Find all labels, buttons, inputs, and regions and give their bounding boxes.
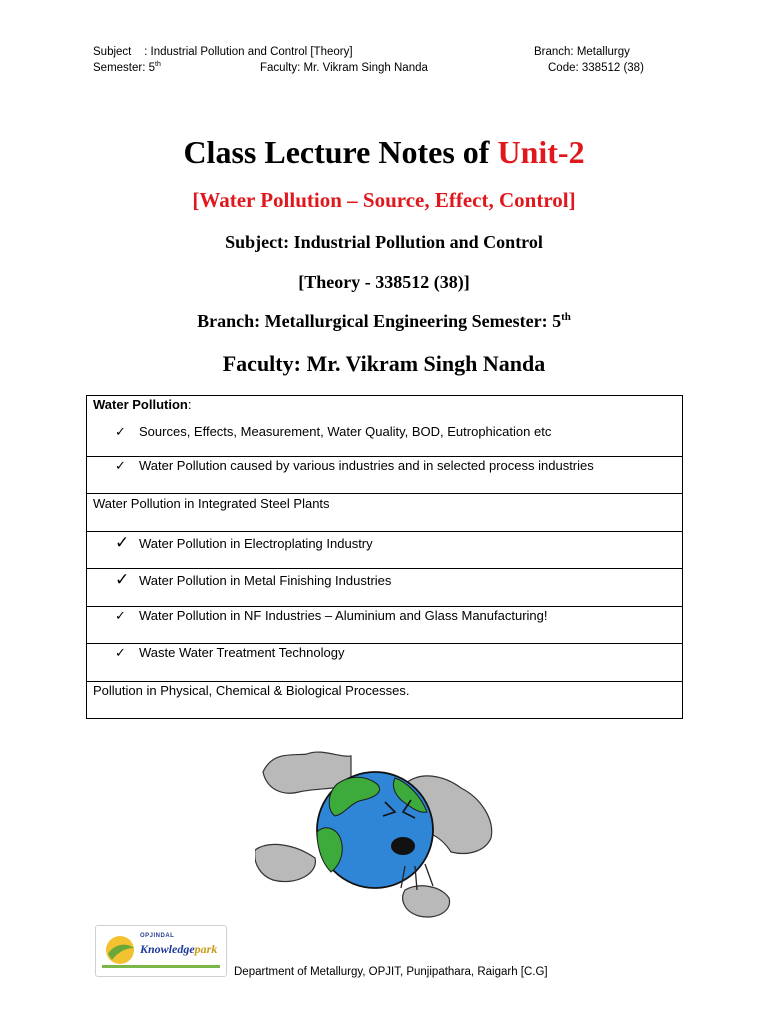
logo-top-text: OPJINDAL: [140, 933, 175, 939]
topics-heading: Water Pollution: [93, 397, 188, 412]
list-item: Waste Water Treatment Technology: [139, 645, 345, 660]
theory-line: [Theory - 338512 (38)]: [298, 272, 470, 292]
check-icon: ✓: [115, 645, 126, 660]
list-item: Pollution in Physical, Chemical & Biological Processes.: [93, 683, 410, 698]
logo-underline: [102, 965, 220, 968]
header-code: Code: 338512 (38): [548, 62, 644, 74]
page-subtitle: [Water Pollution – Source, Effect, Control]: [192, 188, 576, 212]
branch-line: Branch: Metallurgical Engineering Semester: 5th: [197, 311, 571, 331]
header-subject: Subject : Industrial Pollution and Control [Theory]: [93, 46, 353, 58]
list-item: Water Pollution in NF Industries – Aluminium and Glass Manufacturing!: [139, 608, 548, 623]
table-row: [87, 569, 683, 607]
list-item: Water Pollution caused by various industries and in selected process industries: [139, 458, 594, 473]
check-icon: ✓: [115, 424, 126, 439]
list-item: Sources, Effects, Measurement, Water Quality, BOD, Eutrophication etc: [139, 424, 552, 439]
page-title: Class Lecture Notes of Unit-2: [183, 134, 585, 170]
table-row: [87, 682, 683, 719]
check-icon: ✓: [115, 533, 130, 552]
header-faculty: Faculty: Mr. Vikram Singh Nanda: [260, 62, 428, 74]
table-row: [87, 494, 683, 532]
opjindal-knowledgepark-logo: [95, 925, 227, 977]
topics-table: [86, 395, 683, 719]
table-row: [87, 644, 683, 682]
polluted-earth-illustration: [255, 740, 505, 920]
header-branch: Branch: Metallurgy: [534, 46, 630, 58]
header-semester: Semester: 5th: [93, 61, 161, 74]
page-footer: Department of Metallurgy, OPJIT, Punjipathara, Raigarh [C.G]: [234, 966, 548, 978]
table-row: [87, 607, 683, 644]
logo-emblem-icon: [102, 932, 138, 968]
table-row: Water Pollution: ✓ Sources, Effects, Measurement, Water Quality, BOD, Eutrophication etc: [87, 396, 683, 457]
table-row: [87, 532, 683, 569]
faculty-line: Faculty: Mr. Vikram Singh Nanda: [222, 351, 546, 376]
check-icon: ✓: [115, 570, 130, 589]
list-item: Water Pollution in Metal Finishing Industries: [139, 573, 392, 588]
logo-main-text: Knowledgepark: [140, 942, 218, 956]
check-icon: ✓: [115, 608, 126, 623]
table-row: [87, 457, 683, 494]
check-icon: ✓: [115, 458, 126, 473]
list-item: Water Pollution in Integrated Steel Plants: [93, 496, 330, 511]
subject-line: Subject: Industrial Pollution and Control: [225, 232, 543, 252]
list-item: Water Pollution in Electroplating Industry: [139, 536, 373, 551]
